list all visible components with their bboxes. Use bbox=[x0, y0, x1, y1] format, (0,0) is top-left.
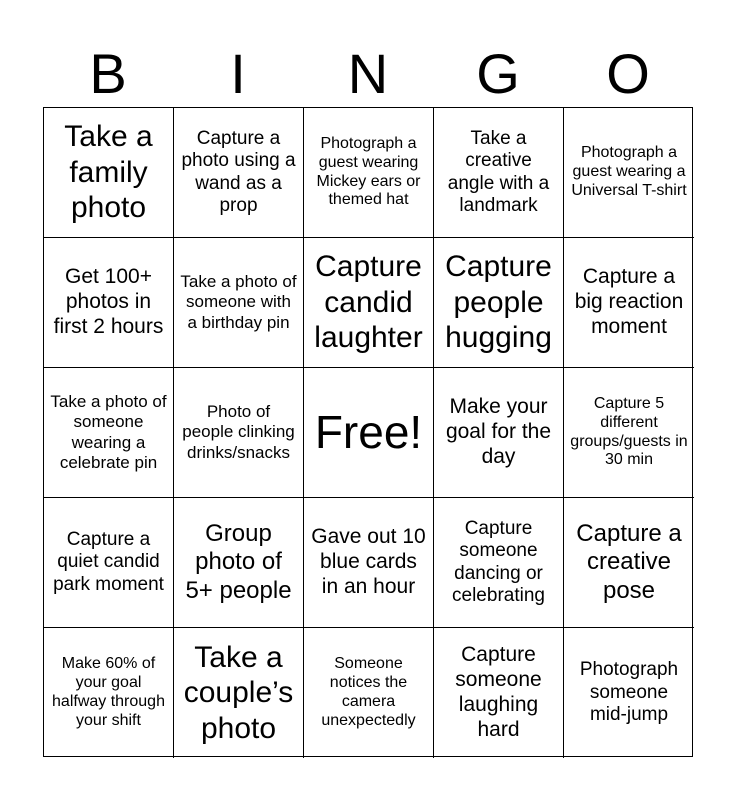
bingo-cell-r3-c4[interactable] bbox=[434, 368, 564, 498]
bingo-cell-r5-c5[interactable] bbox=[564, 628, 694, 758]
cell-text: Capture candid laughter bbox=[314, 250, 423, 355]
cell-text: Take a family photo bbox=[64, 120, 153, 225]
cell-text: Get 100+ photos in first 2 hours bbox=[53, 265, 164, 338]
bingo-cell-r1-c1[interactable] bbox=[44, 108, 174, 238]
bingo-cell-r2-c3[interactable] bbox=[304, 238, 434, 368]
cell-text: Gave out 10 blue cards in an hour bbox=[311, 525, 426, 598]
cell-text: Photograph a guest wearing a Universal T-shirt bbox=[571, 144, 687, 199]
cell-text: Capture people hugging bbox=[445, 250, 552, 355]
bingo-cell-r4-c4[interactable] bbox=[434, 498, 564, 628]
cell-text: Free! bbox=[314, 406, 423, 459]
bingo-cell-r5-c4[interactable] bbox=[434, 628, 564, 758]
bingo-cell-r3-c2[interactable] bbox=[174, 368, 304, 498]
bingo-board bbox=[43, 107, 693, 757]
cell-text: Capture a creative pose bbox=[576, 520, 682, 604]
bingo-cell-r3-c5[interactable] bbox=[564, 368, 694, 498]
bingo-cell-r1-c5[interactable] bbox=[564, 108, 694, 238]
cell-text: Capture someone dancing or celebrating bbox=[452, 517, 545, 606]
bingo-cell-r1-c4[interactable] bbox=[434, 108, 564, 238]
cell-text: Take a photo of someone wearing a celebrate pin bbox=[50, 392, 167, 472]
bingo-cell-r2-c1[interactable] bbox=[44, 238, 174, 368]
cell-text: Take a creative angle with a landmark bbox=[447, 127, 550, 216]
bingo-cell-r5-c2[interactable] bbox=[174, 628, 304, 758]
bingo-cell-r2-c4[interactable] bbox=[434, 238, 564, 368]
bingo-cell-r2-c5[interactable] bbox=[564, 238, 694, 368]
cell-text: Take a photo of someone with a birthday pin bbox=[180, 272, 297, 332]
cell-text: Group photo of 5+ people bbox=[185, 520, 292, 604]
cell-text: Photograph someone mid-jump bbox=[579, 659, 679, 726]
bingo-cell-r1-c2[interactable] bbox=[174, 108, 304, 238]
bingo-cell-r4-c2[interactable] bbox=[174, 498, 304, 628]
cell-text: Photo of people clinking drinks/snacks bbox=[182, 402, 295, 462]
header-letter-g: G bbox=[476, 42, 520, 105]
cell-text: Capture a big reaction moment bbox=[574, 265, 684, 338]
cell-text: Capture a photo using a wand as a prop bbox=[181, 127, 296, 216]
cell-text: Capture a quiet candid park moment bbox=[53, 528, 164, 595]
bingo-cell-r3-c1[interactable] bbox=[44, 368, 174, 498]
bingo-header bbox=[43, 40, 693, 108]
bingo-cell-r4-c5[interactable] bbox=[564, 498, 694, 628]
bingo-cell-free[interactable] bbox=[304, 368, 434, 498]
cell-text: Capture 5 different groups/guests in 30 min bbox=[570, 394, 688, 469]
bingo-cell-r4-c1[interactable] bbox=[44, 498, 174, 628]
header-letter-b: B bbox=[89, 42, 127, 105]
cell-text: Make 60% of your goal halfway through your shift bbox=[52, 655, 165, 729]
bingo-cell-r1-c3[interactable] bbox=[304, 108, 434, 238]
header-letter-i: I bbox=[230, 42, 246, 105]
header-letter-o: O bbox=[606, 42, 650, 105]
cell-text: Photograph a guest wearing Mickey ears or themed hat bbox=[316, 134, 421, 209]
bingo-cell-r5-c1[interactable] bbox=[44, 628, 174, 758]
cell-text: Someone notices the camera unexpectedly bbox=[321, 655, 416, 729]
cell-text: Capture someone laughing hard bbox=[455, 643, 542, 741]
header-letter-n: N bbox=[347, 42, 389, 105]
bingo-cell-r2-c2[interactable] bbox=[174, 238, 304, 368]
cell-text: Take a couple’s photo bbox=[183, 640, 294, 745]
bingo-cell-r5-c3[interactable] bbox=[304, 628, 434, 758]
bingo-cell-r4-c3[interactable] bbox=[304, 498, 434, 628]
cell-text: Make your goal for the day bbox=[445, 395, 552, 468]
